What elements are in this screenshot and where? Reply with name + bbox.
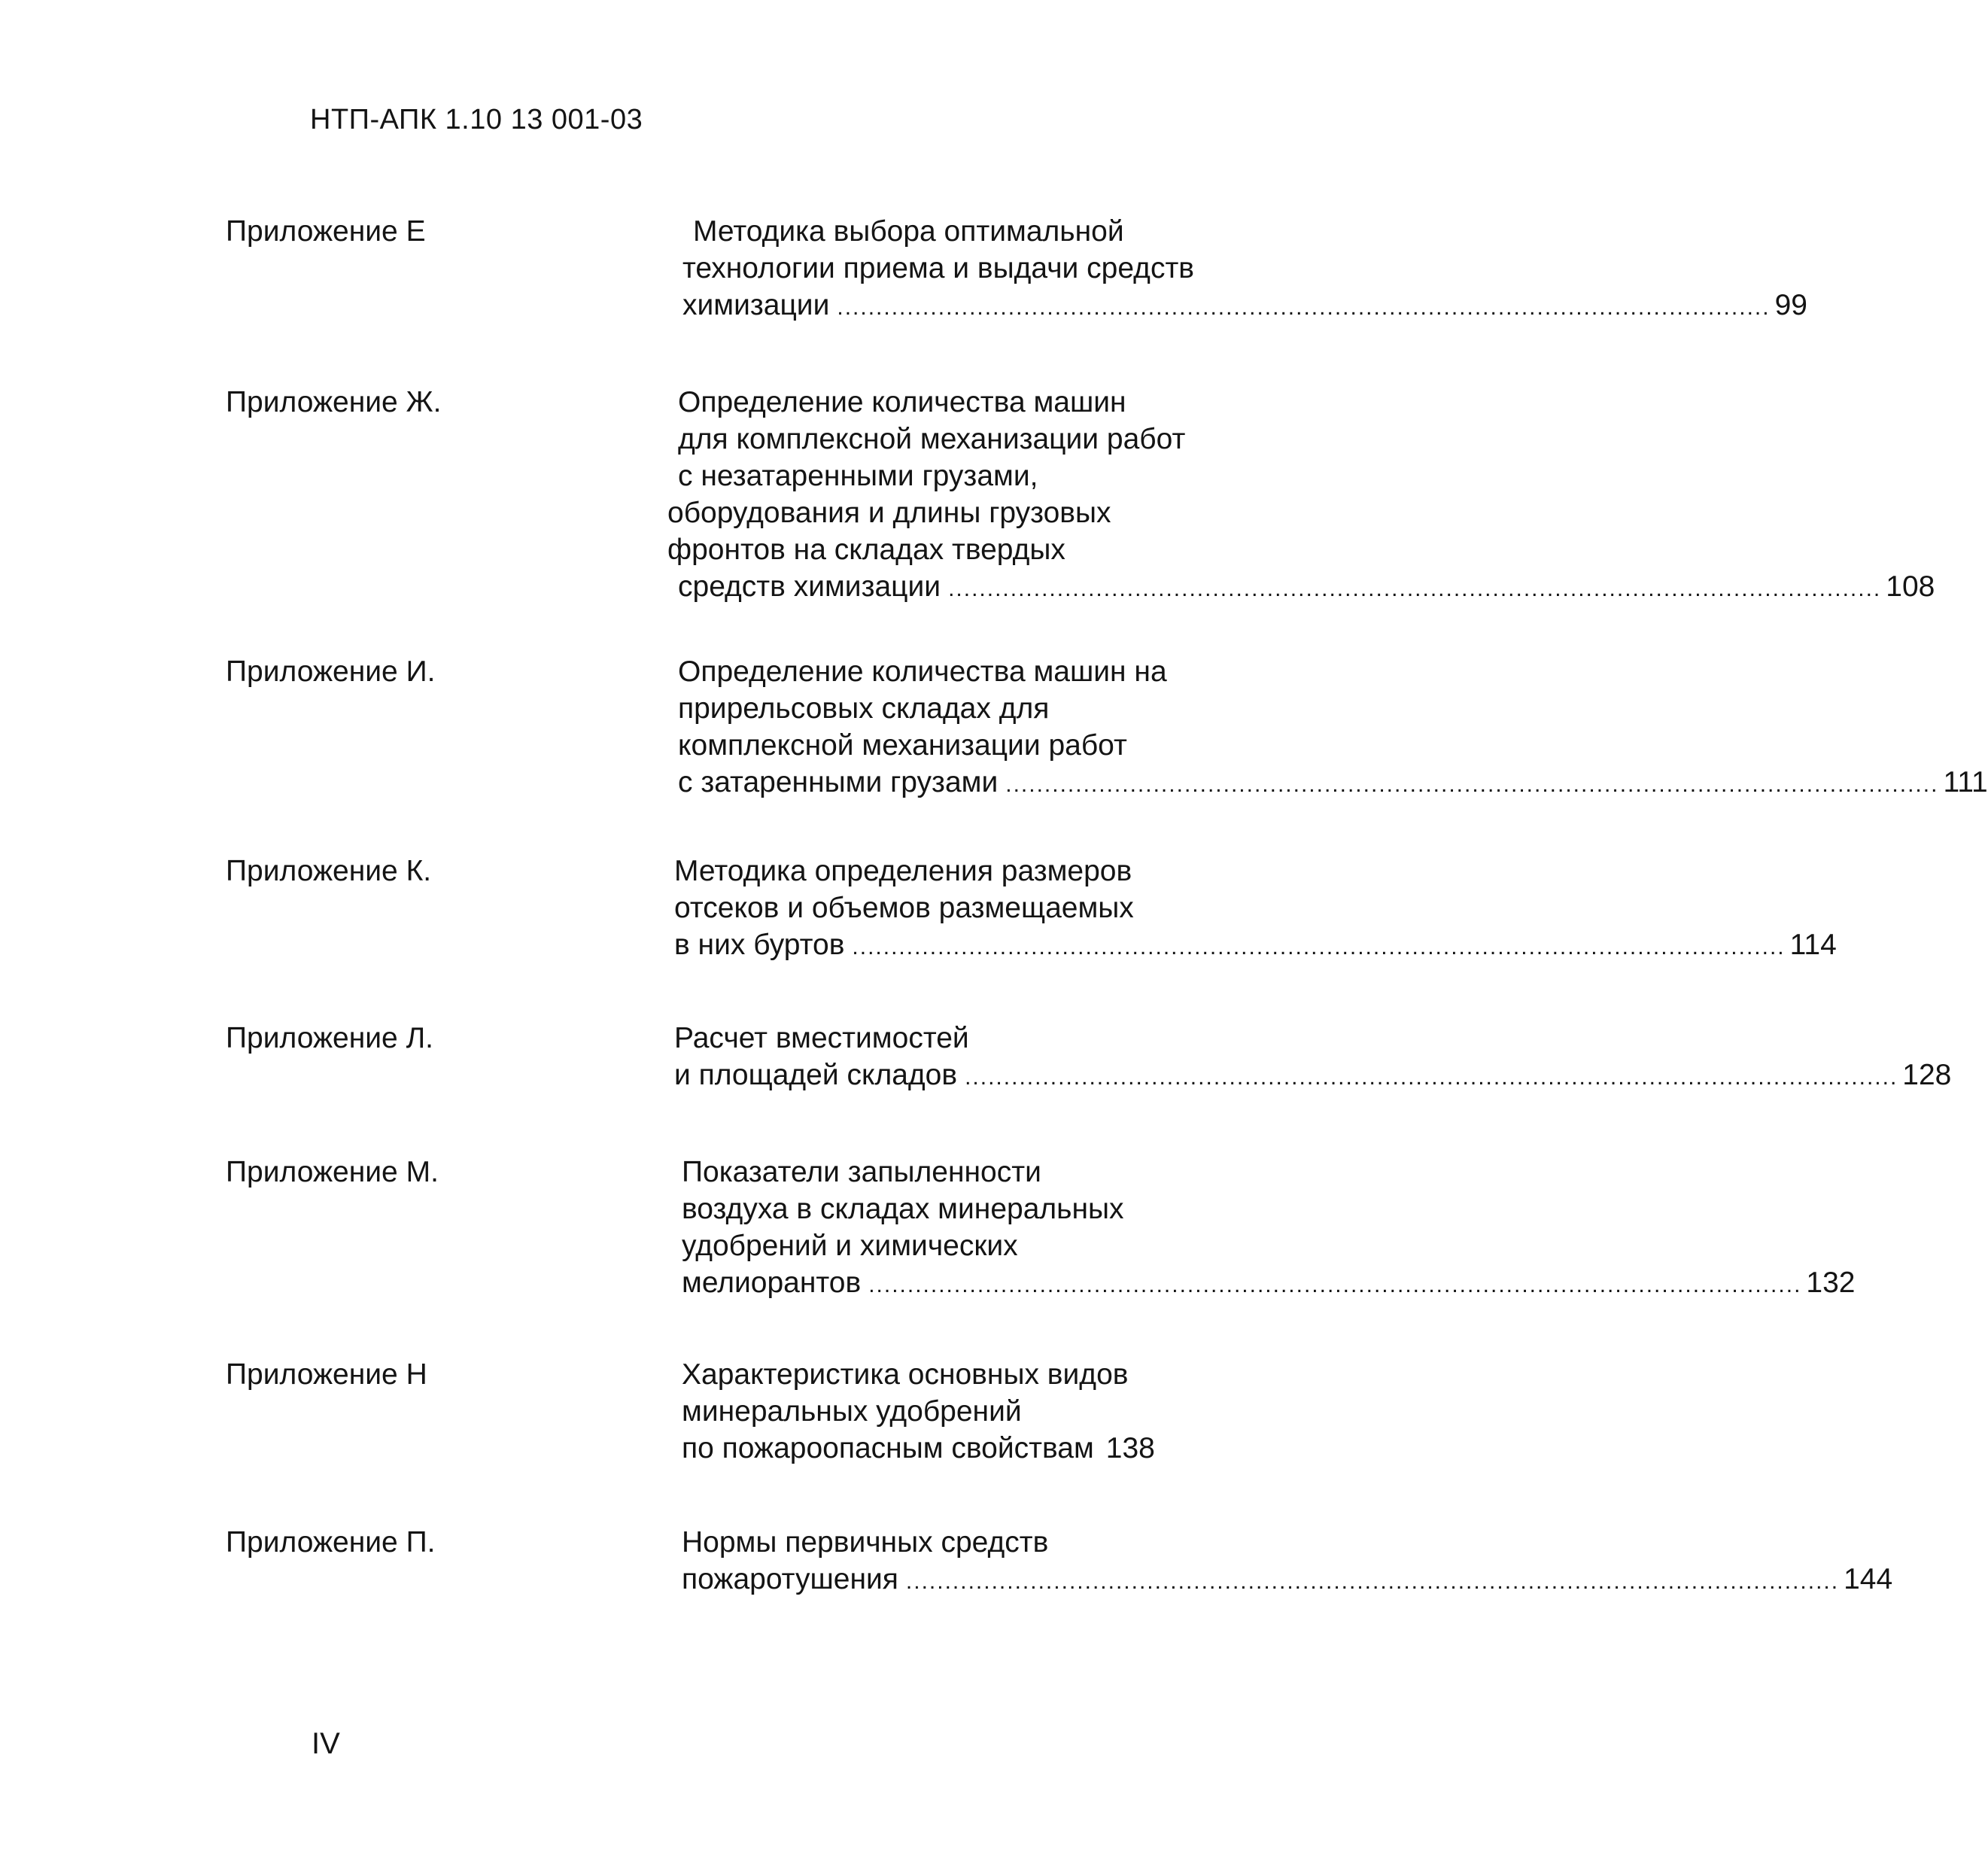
appendix-title-line: химизации (682, 289, 830, 321)
page-number: IV (312, 1727, 340, 1760)
appendix-title-line: с затаренными грузами (678, 766, 999, 798)
appendix-label: Приложение Ж. (226, 386, 442, 418)
dot-leader: ........................................................................................................................ (948, 576, 1882, 601)
appendix-title-line: Показатели запыленности (682, 1156, 1041, 1188)
appendix-title-line: фронтов на складах твердых (667, 534, 1065, 566)
dot-leader: ........................................................................................................................ (852, 935, 1786, 959)
appendix-title-line: пожаротушения (682, 1563, 898, 1595)
appendix-title-line: для комплексной механизации работ (678, 423, 1186, 455)
page-reference: 114 (1789, 929, 1837, 961)
appendix-title-line: по пожароопасным свойствам (682, 1432, 1094, 1464)
appendix-label: Приложение Н (226, 1358, 427, 1391)
appendix-title-line: отсеков и объемов размещаемых (674, 892, 1134, 924)
page-reference: 132 (1806, 1267, 1856, 1299)
appendix-label: Приложение П. (226, 1526, 436, 1559)
appendix-title-line: Методика определения размеров (674, 855, 1132, 887)
document-code: НТП-АПК 1.10 13 001-03 (310, 104, 643, 135)
page-reference: 111 (1943, 766, 1988, 798)
appendix-title-line: воздуха в складах минеральных (682, 1193, 1124, 1225)
appendix-title-line: минеральных удобрений (682, 1395, 1022, 1428)
appendix-label: Приложение М. (226, 1156, 439, 1188)
appendix-title-line: оборудования и длины грузовых (667, 497, 1111, 529)
appendix-title-line: Характеристика основных видов (682, 1358, 1129, 1391)
dot-leader: ........................................................................................................................ (868, 1273, 1802, 1297)
appendix-title-line: Нормы первичных средств (682, 1526, 1049, 1559)
page-reference: 128 (1902, 1059, 1952, 1091)
dot-leader: ........................................................................................................................ (965, 1065, 1898, 1090)
appendix-title-line: мелиорантов (682, 1267, 862, 1299)
appendix-title-line: Определение количества машин (678, 386, 1126, 418)
appendix-label: Приложение К. (226, 855, 432, 887)
appendix-title-line: Расчет вместимостей (674, 1022, 969, 1054)
dot-leader: ........................................................................................................................ (1005, 772, 1939, 797)
appendix-title-line: прирельсовых складах для (678, 692, 1050, 725)
appendix-label: Приложение Е (226, 215, 426, 248)
appendix-title-line: средств химизации (678, 570, 941, 603)
appendix-title-line: технологии приема и выдачи средств (682, 252, 1195, 284)
appendix-title-line: и площадей складов (674, 1059, 958, 1091)
appendix-label: Приложение И. (226, 655, 436, 688)
appendix-title-line: с незатаренными грузами, (678, 460, 1038, 492)
page-reference: 144 (1844, 1563, 1893, 1595)
page-reference: 108 (1886, 570, 1935, 603)
appendix-title-line: комплексной механизации работ (678, 729, 1127, 762)
dot-leader: ........................................................................................................................ (837, 295, 1771, 320)
appendix-title-line: удобрений и химических (682, 1230, 1018, 1262)
page-reference: 99 (1774, 289, 1807, 321)
appendix-label: Приложение Л. (226, 1022, 434, 1054)
appendix-title-line: Методика выбора оптимальной (693, 215, 1124, 248)
appendix-title-line: в них буртов (674, 929, 845, 961)
dot-leader: ........................................................................................................................ (905, 1569, 1840, 1594)
appendix-title-line: Определение количества машин на (678, 655, 1167, 688)
page-reference: 138 (1105, 1432, 1155, 1464)
